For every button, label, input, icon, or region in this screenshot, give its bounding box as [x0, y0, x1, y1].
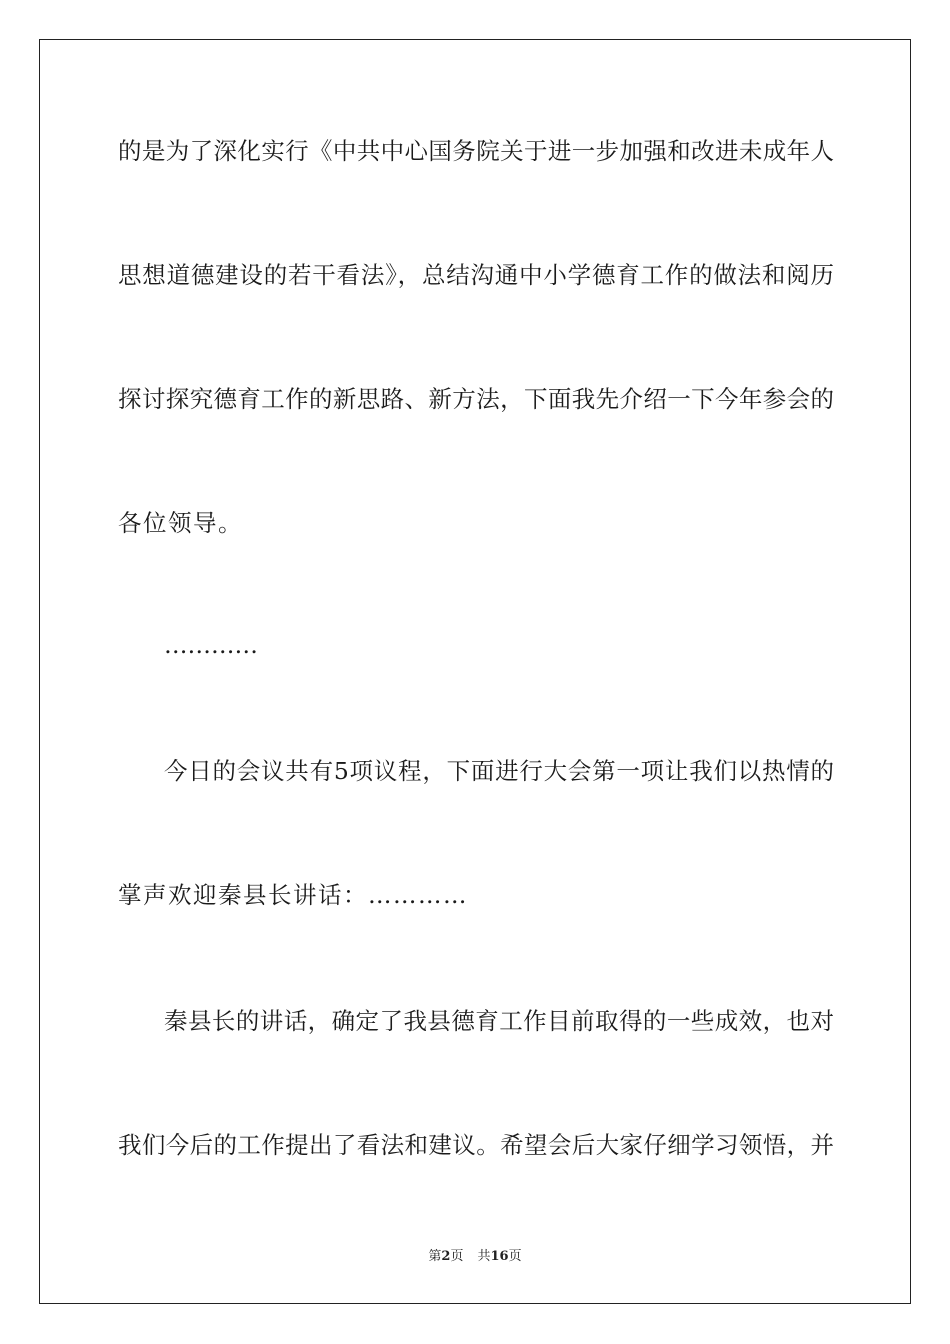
body-text-line: 秦县长的讲话，确定了我县德育工作目前取得的一些成效，也对	[164, 1007, 834, 1035]
total-prefix: 共	[477, 1249, 491, 1264]
body-text-line: 思想道德建设的若干看法》，总结沟通中小学德育工作的做法和阅历	[118, 261, 834, 289]
page-prefix: 第	[428, 1249, 442, 1264]
body-text-line: 各位领导。	[118, 509, 243, 537]
body-text-line: 掌声欢迎秦县长讲话：…………	[118, 881, 468, 909]
body-text-line: 我们今后的工作提出了看法和建议。希望会后大家仔细学习领悟，并	[118, 1131, 834, 1159]
body-text-line: 的是为了深化实行《中共中心国务院关于进一步加强和改进未成年人	[118, 137, 834, 165]
page-number: 2	[441, 1249, 451, 1264]
total-suffix: 页	[508, 1249, 522, 1264]
page-suffix: 页	[450, 1249, 464, 1264]
body-text-line: 探讨探究德育工作的新思路、新方法，下面我先介绍一下今年参会的	[118, 385, 834, 413]
page-border	[39, 39, 911, 1304]
body-text-line: 今日的会议共有5项议程，下面进行大会第一项让我们以热情的	[164, 757, 834, 785]
total-pages: 16	[490, 1249, 509, 1264]
ellipsis-line: …………	[164, 631, 258, 659]
page-footer	[0, 1248, 950, 1266]
